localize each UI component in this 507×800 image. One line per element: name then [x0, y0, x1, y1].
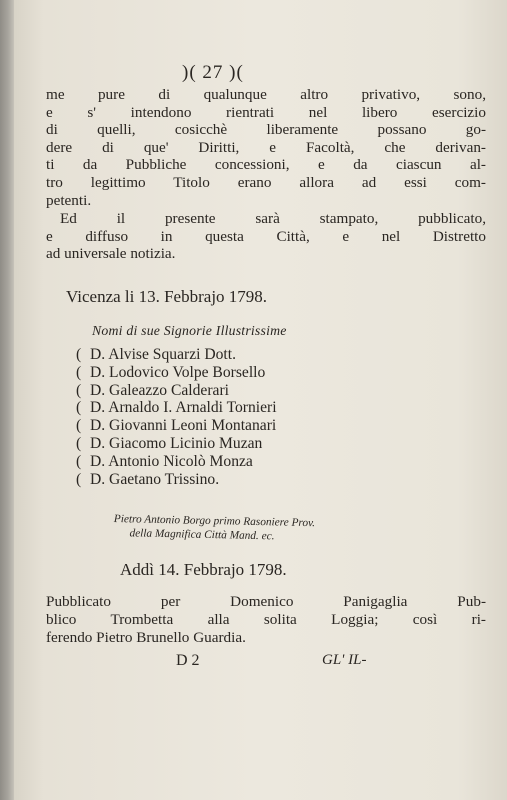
signature-line: della Magnifica Città Mand. ec. [129, 527, 275, 543]
list-item [76, 435, 277, 453]
date-line: Vicenza li 13. Febbrajo 1798. [66, 287, 268, 306]
list-item [76, 471, 277, 489]
page-gutter [0, 0, 14, 800]
bracket-glyph: ( [76, 381, 82, 399]
signature-mark: D 2 [176, 652, 200, 669]
bracket-glyph: ( [76, 346, 82, 363]
text-line: ti da Pubbliche concessioni, e da ciascun al- [46, 156, 486, 174]
paragraph-second [46, 210, 486, 263]
bracket-glyph: ( [76, 470, 82, 488]
list-item [76, 382, 277, 400]
page-number: )( 27 )( [182, 62, 244, 83]
paragraph-first [46, 86, 486, 209]
names-list [76, 346, 277, 488]
addi-date-line: Addì 14. Febbrajo 1798. [120, 560, 287, 579]
text-line: ferendo Pietro Brunello Guardia. [46, 629, 246, 646]
name-text: D. Antonio Nicolò Monza [90, 452, 253, 470]
text-line: Pubblicato per Domenico Panigaglia Pub- [46, 593, 486, 610]
signature-line: Pietro Antonio Borgo primo Rasoniere Prov. [113, 512, 316, 530]
name-text: D. Giovanni Leoni Montanari [90, 417, 277, 435]
text-line: e s' intendono rientrati nel libero esercizio [46, 103, 486, 121]
bracket-glyph: ( [76, 363, 82, 381]
list-item [76, 399, 277, 417]
name-text: D. Giacomo Licinio Muzan [90, 434, 263, 452]
bracket-glyph: ( [76, 399, 82, 417]
bracket-glyph: ( [76, 417, 82, 435]
text-line: di quelli, cosicchè liberamente possano go- [46, 121, 486, 139]
list-item [76, 417, 277, 435]
text-line: dere di que' Diritti, e Facoltà, che derivan- [46, 138, 486, 156]
text-line: tro legittimo Titolo erano allora ad essi com- [46, 173, 486, 191]
text-line: e diffuso in questa Città, e nel Distretto [46, 227, 486, 245]
text-line: blico Trombetta alla solita Loggia; così ri- [46, 611, 486, 628]
bracket-glyph: ( [76, 452, 82, 470]
name-text: D. Alvise Squarzi Dott. [90, 346, 236, 363]
publication-note [46, 593, 486, 647]
catchword: GL' IL- [322, 652, 367, 668]
name-text: D. Lodovico Volpe Borsello [90, 363, 266, 381]
name-text: D. Galeazzo Calderari [90, 381, 229, 399]
list-item [76, 346, 277, 364]
name-text: D. Arnaldo I. Arnaldi Tornieri [90, 399, 277, 417]
text-line: me pure di qualunque altro privativo, sono, [46, 86, 486, 103]
list-item [76, 364, 277, 382]
text-line: ad universale notizia. [46, 245, 176, 263]
list-item [76, 453, 277, 471]
name-text: D. Gaetano Trissino. [90, 470, 220, 488]
text-line: petenti. [46, 191, 92, 209]
text-line: Ed il presente sarà stampato, pubblicato, [60, 210, 486, 227]
document-page [14, 0, 507, 800]
names-heading: Nomi di sue Signorie Illustrissime [92, 323, 287, 338]
signature-block [113, 512, 315, 544]
bracket-glyph: ( [76, 434, 82, 452]
